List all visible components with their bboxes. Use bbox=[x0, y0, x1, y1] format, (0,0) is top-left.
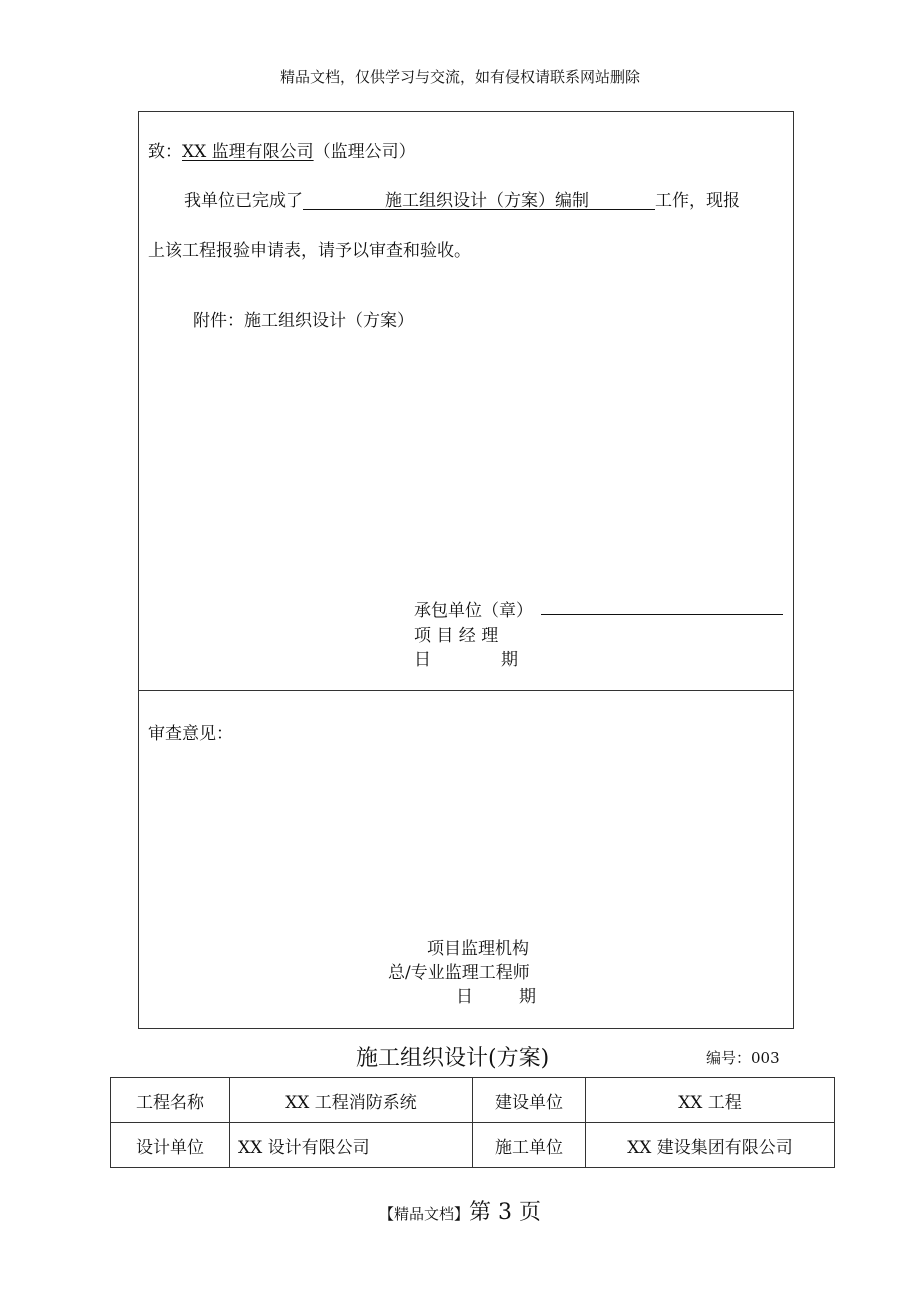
table-cell: XX 建设集团有限公司 bbox=[586, 1123, 835, 1168]
project-manager-label: 项 目 经 理 bbox=[414, 626, 499, 646]
work-item: 施工组织设计（方案）编制 bbox=[385, 191, 589, 211]
project-info-table bbox=[110, 1077, 835, 1168]
date-label-1-start: 日 bbox=[414, 650, 431, 670]
footer-bracket-label: 【精品文档】 bbox=[378, 1205, 469, 1223]
addressee-prefix: 致： bbox=[148, 142, 182, 162]
table-cell: XX 工程消防系统 bbox=[230, 1078, 473, 1123]
review-opinion-label: 审查意见： bbox=[148, 724, 233, 744]
addressee-company: XX 监理有限公司 bbox=[182, 142, 314, 162]
supervising-engineer-label: 总/专业监理工程师 bbox=[388, 963, 530, 983]
table-row bbox=[111, 1123, 835, 1168]
body-start: 我单位已完成了 bbox=[184, 191, 303, 211]
date-label-2-end: 期 bbox=[519, 987, 536, 1007]
table-cell: 设计单位 bbox=[111, 1123, 230, 1168]
addressee-line bbox=[148, 137, 416, 162]
footer-page-prefix: 第 bbox=[468, 1200, 491, 1225]
header-note: 精品文档，仅供学习与交流，如有侵权请联系网站删除 bbox=[279, 68, 640, 86]
body-line-1 bbox=[184, 186, 740, 211]
supervision-org-label: 项目监理机构 bbox=[427, 939, 529, 959]
contractor-seal-line bbox=[541, 614, 783, 615]
document-number bbox=[706, 1047, 780, 1068]
date-label-2-start: 日 bbox=[456, 987, 473, 1007]
body-line-2: 上该工程报验申请表，请予以审查和验收。 bbox=[148, 241, 471, 261]
blank-before-work bbox=[303, 191, 385, 210]
table-cell: 工程名称 bbox=[111, 1078, 230, 1123]
table-cell: XX 工程 bbox=[586, 1078, 835, 1123]
document-number-label: 编号： bbox=[706, 1049, 752, 1067]
attachment-line: 附件：施工组织设计（方案） bbox=[193, 311, 414, 331]
addressee-suffix: （监理公司） bbox=[313, 142, 416, 162]
footer-page-number: 3 bbox=[498, 1200, 512, 1225]
contractor-seal-label: 承包单位（章） bbox=[414, 601, 533, 621]
document-number-value: 003 bbox=[751, 1049, 780, 1067]
blank-after-work bbox=[589, 191, 655, 210]
table-cell: 建设单位 bbox=[473, 1078, 586, 1123]
table-cell: 施工单位 bbox=[473, 1123, 586, 1168]
body-end: 工作，现报 bbox=[655, 191, 740, 211]
date-label-1-end: 期 bbox=[501, 650, 518, 670]
footer-page-suffix: 页 bbox=[519, 1200, 542, 1225]
section-title: 施工组织设计(方案) bbox=[356, 1046, 550, 1071]
table-cell: XX 设计有限公司 bbox=[230, 1123, 473, 1168]
table-row bbox=[111, 1078, 835, 1123]
page-footer bbox=[0, 1195, 920, 1226]
